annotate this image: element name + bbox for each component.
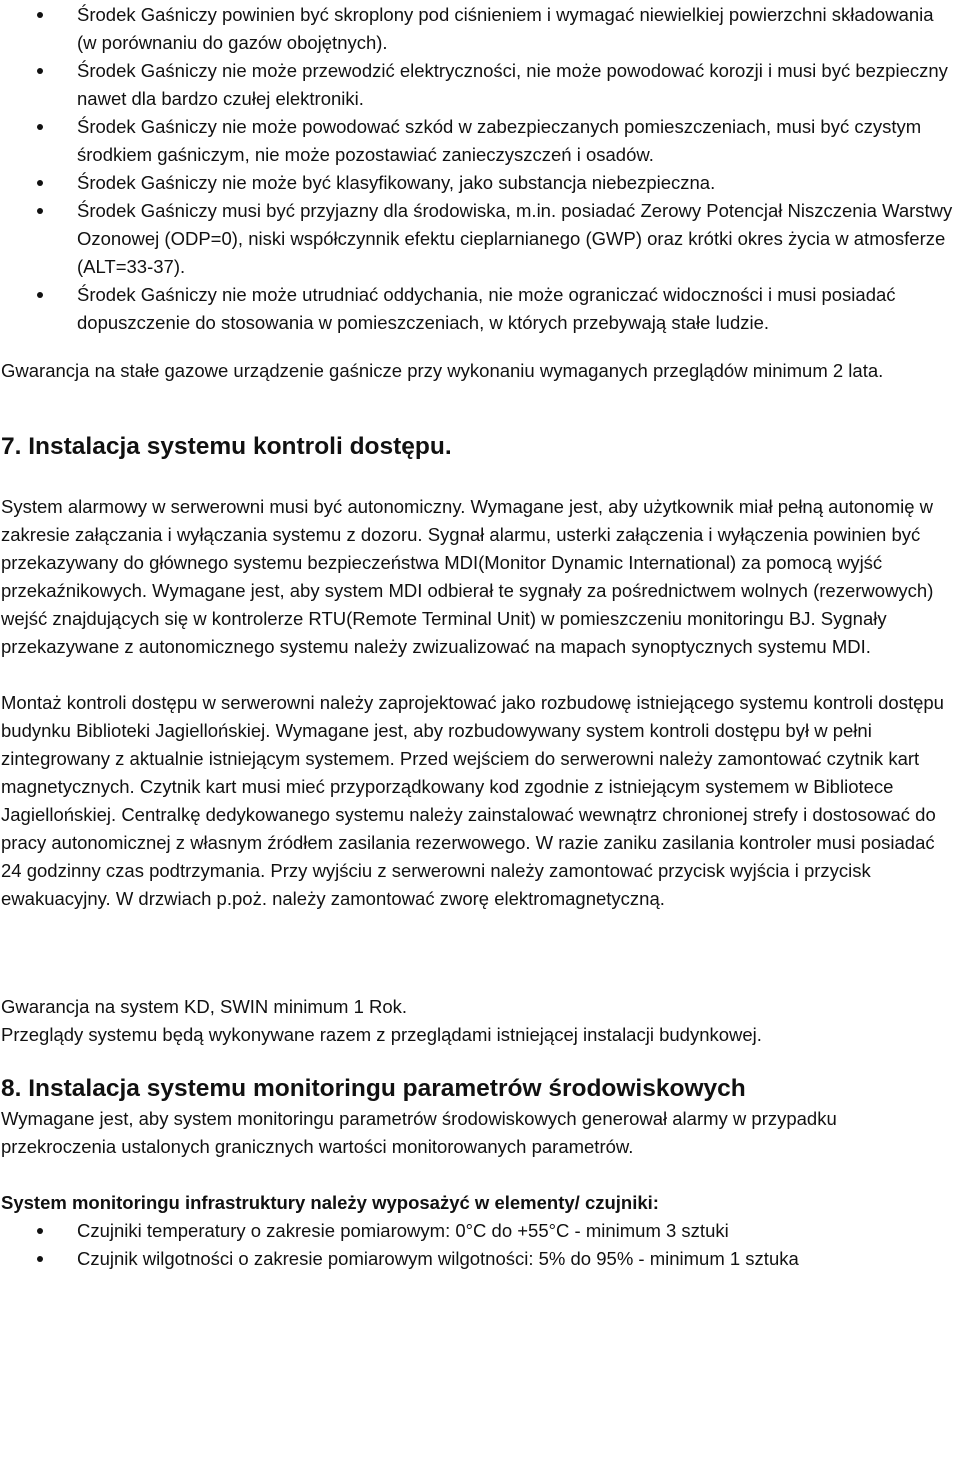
list-item: Środek Gaśniczy nie może powodować szkód w zabezpieczanych pomieszczeniach, musi być czystym środkiem gaśniczym, nie może pozostawiać zanieczyszczeń i osadów. bbox=[0, 113, 960, 169]
list-item: Środek Gaśniczy musi być przyjazny dla środowiska, m.in. posiadać Zerowy Potencjał Niszczenia Warstwy Ozonowej (ODP=0), niski współczynnik efektu cieplarnianego (GWP) oraz krótki okres życia w atmosferze (ALT=33-37). bbox=[0, 197, 960, 281]
extinguishing-agent-requirements-list bbox=[0, 1, 960, 337]
section-8-paragraph: Wymagane jest, aby system monitoringu parametrów środowiskowych generował alarmy w przypadku przekroczenia ustalonych granicznych wartości monitorowanych parametrów. bbox=[1, 1108, 837, 1157]
list-item: Czujnik wilgotności o zakresie pomiarowym wilgotności: 5% do 95% - minimum 1 sztuka bbox=[0, 1245, 960, 1273]
list-item: Środek Gaśniczy nie może utrudniać oddychania, nie może ograniczać widoczności i musi posiadać dopuszczenie do stosowania w pomieszczeniach, w których przebywają stałe ludzie. bbox=[0, 281, 960, 337]
gas-warranty-paragraph: Gwarancja na stałe gazowe urządzenie gaśnicze przy wykonaniu wymaganych przeglądów minimum 2 lata. bbox=[1, 360, 884, 381]
section-7-inspections: Przeglądy systemu będą wykonywane razem z przeglądami istniejącej instalacji budynkowej. bbox=[1, 1024, 762, 1045]
sensors-list bbox=[0, 1217, 960, 1273]
section-7-heading: 7. Instalacja systemu kontroli dostępu. bbox=[1, 433, 452, 460]
list-item: Czujniki temperatury o zakresie pomiarowym: 0°C do +55°C - minimum 3 sztuki bbox=[0, 1217, 960, 1245]
section-8-heading: 8. Instalacja systemu monitoringu parametrów środowiskowych bbox=[1, 1075, 746, 1102]
section-7-alarm-paragraph: System alarmowy w serwerowni musi być autonomiczny. Wymagane jest, aby użytkownik miał pełną autonomię w zakresie załączania i wyłączania systemu z dozoru. Sygnał alarmu, usterki załączenia i wyłączenia powinien być przekazywany do głównego systemu bezpieczeństwa MDI(Monitor Dynamic International) za pomocą wyjść przekaźnikowych. Wymagane jest, aby system MDI odbierał te sygnały za pośrednictwem wolnych (rezerwowych) wejść znajdujących się w kontrolerze RTU(Remote Terminal Unit) w pomieszczeniu monitoringu BJ. Sygnały przekazywane z autonomicznego systemu należy zwizualizować na mapach synoptycznych systemu MDI. bbox=[1, 496, 934, 657]
list-item: Środek Gaśniczy nie może przewodzić elektryczności, nie może powodować korozji i musi być bezpieczny nawet dla bardzo czułej elektroniki. bbox=[0, 57, 960, 113]
sensors-title: System monitoringu infrastruktury należy wyposażyć w elementy/ czujniki: bbox=[1, 1192, 659, 1213]
section-7-access-control-paragraph: Montaż kontroli dostępu w serwerowni należy zaprojektować jako rozbudowę istniejącego systemu kontroli dostępu budynku Biblioteki Jagiellońskiej. Wymagane jest, aby rozbudowywany system kontroli dostępu był w pełni zintegrowany z aktualnie istniejącym systemem. Przed wejściem do serwerowni należy zamontować czytnik kart magnetycznych. Czytnik kart musi mieć przyporządkowany kod zgodnie z istniejącym systemem w Bibliotece Jagiellońskiej. Centralkę dedykowanego systemu należy zainstalować wewnątrz chronionej strefy i dostosować do pracy autonomicznej z własnym źródłem zasilania rezerwowego. W razie zaniku zasilania kontroler musi posiadać 24 godzinny czas podtrzymania. Przy wyjściu z serwerowni należy zamontować przycisk wyjścia i przycisk ewakuacyjny. W drzwiach p.poż. należy zamontować zworę elektromagnetyczną. bbox=[1, 692, 944, 909]
list-item: Środek Gaśniczy powinien być skroplony pod ciśnieniem i wymagać niewielkiej powierzchni składowania (w porównaniu do gazów obojętnych). bbox=[0, 1, 960, 57]
section-7-warranty: Gwarancja na system KD, SWIN minimum 1 Rok. bbox=[1, 996, 408, 1017]
list-item: Środek Gaśniczy nie może być klasyfikowany, jako substancja niebezpieczna. bbox=[0, 169, 960, 197]
